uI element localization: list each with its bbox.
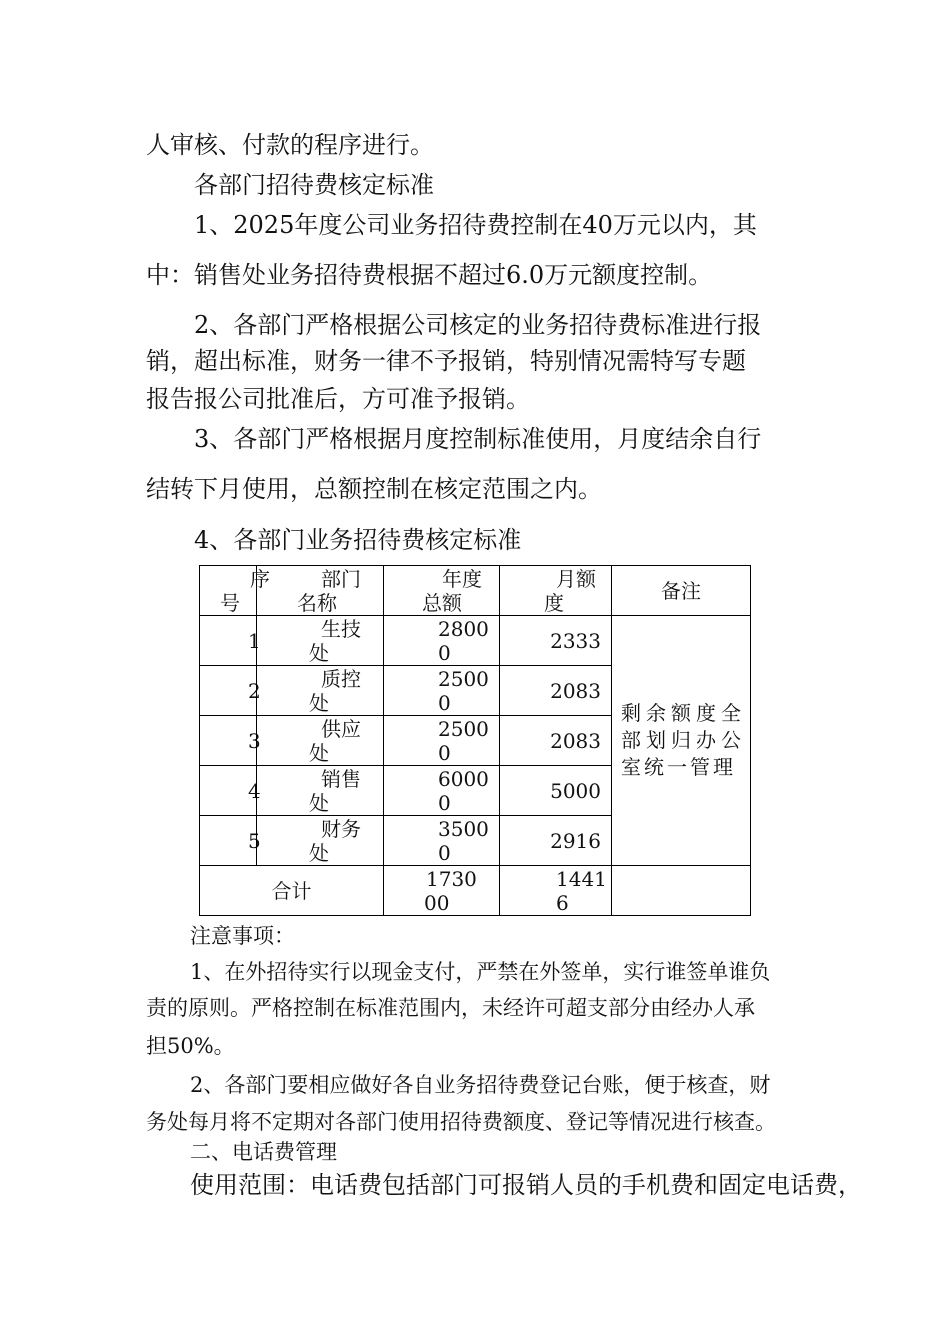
monthly-cell: 2916	[500, 816, 612, 866]
paragraph: 2、各部门严格根据公司核定的业务招待费标准进行报	[194, 311, 762, 339]
annual-total-line1: 6000	[438, 766, 489, 791]
dept-name-line1: 财务	[321, 816, 361, 841]
paragraph: 务处每月将不定期对各部门使用招待费额度、登记等情况进行核查。	[146, 1110, 776, 1134]
header-monthly-line2: 度	[544, 590, 564, 615]
annual-cell	[384, 816, 500, 866]
header-annual-line2: 总额	[422, 590, 462, 615]
paragraph: 1、在外招待实行以现金支付，严禁在外签单，实行谁签单谁负	[190, 960, 771, 984]
paragraph: 1、2025年度公司业务招待费控制在40万元以内，其	[194, 211, 757, 239]
paragraph: 人审核、付款的程序进行。	[146, 131, 434, 159]
dept-name-line2: 处	[309, 690, 329, 715]
dept-cell	[257, 766, 384, 816]
annual-cell	[384, 716, 500, 766]
header-annual	[384, 566, 500, 616]
dept-cell	[257, 616, 384, 666]
annual-total-line2: 0	[438, 790, 451, 815]
dept-name-line2: 处	[309, 740, 329, 765]
annual-total-line2: 0	[438, 690, 451, 715]
row-index-cell	[200, 616, 261, 666]
header-dept-line1: 部门	[321, 566, 361, 591]
header-monthly-line1: 月额	[556, 566, 596, 591]
paragraph: 中：销售处业务招待费根据不超过6.0万元额度控制。	[146, 261, 713, 289]
total-monthly-line1: 1441	[556, 866, 607, 891]
paragraph: 使用范围：电话费包括部门可报销人员的手机费和固定电话费，	[190, 1171, 862, 1199]
dept-name-line2: 处	[309, 790, 329, 815]
section-heading: 各部门招待费核定标准	[194, 171, 434, 199]
dept-name-line1: 质控	[321, 666, 361, 691]
annual-total-line2: 0	[438, 840, 451, 865]
header-dept	[257, 566, 384, 616]
header-note: 备注	[612, 566, 751, 616]
header-index-line2: 号	[220, 591, 240, 615]
dept-cell	[257, 666, 384, 716]
header-index-line1: 序	[250, 567, 270, 591]
paragraph: 结转下月使用，总额控制在核定范围之内。	[146, 475, 602, 503]
annual-total-line1: 2800	[438, 616, 489, 641]
dept-name-line1: 销售	[321, 766, 361, 791]
paragraph: 销，超出标准，财务一律不予报销，特别情况需特写专题	[146, 347, 746, 375]
header-monthly	[500, 566, 612, 616]
paragraph: 3、各部门严格根据月度控制标准使用，月度结余自行	[194, 425, 762, 453]
annual-cell	[384, 666, 500, 716]
dept-cell	[257, 816, 384, 866]
monthly-cell: 5000	[500, 766, 612, 816]
table-header-row	[200, 566, 751, 616]
monthly-cell: 2083	[500, 716, 612, 766]
note-cell: 剩余额度全部划归办公室统一管理	[612, 616, 751, 866]
total-annual-line1: 1730	[426, 866, 477, 891]
monthly-cell: 2333	[500, 616, 612, 666]
header-index	[200, 566, 270, 616]
header-dept-line2: 名称	[297, 590, 337, 615]
paragraph: 2、各部门要相应做好各自业务招待费登记台账，便于核查，财	[190, 1073, 771, 1097]
annual-total-line1: 2500	[438, 716, 489, 741]
dept-cell	[257, 716, 384, 766]
row-index: 2	[248, 679, 261, 703]
paragraph: 报告报公司批准后，方可准予报销。	[146, 385, 530, 413]
annual-total-line2: 0	[438, 640, 451, 665]
table-total-row	[200, 866, 751, 916]
paragraph: 责的原则。严格控制在标准范围内，未经许可超支部分由经办人承	[146, 996, 755, 1020]
annual-total-line1: 3500	[438, 816, 489, 841]
dept-name-line2: 处	[309, 640, 329, 665]
total-annual	[384, 866, 500, 916]
table-caption: 4、各部门业务招待费核定标准	[194, 526, 522, 554]
row-index: 1	[248, 629, 261, 653]
table-row	[200, 616, 751, 666]
dept-name-line2: 处	[309, 840, 329, 865]
annual-total-line2: 0	[438, 740, 451, 765]
row-index: 4	[248, 779, 261, 803]
monthly-cell: 2083	[500, 666, 612, 716]
annual-cell	[384, 766, 500, 816]
section-heading: 二、电话费管理	[190, 1140, 337, 1164]
total-annual-line2: 00	[424, 890, 450, 915]
entertainment-budget-table	[199, 565, 751, 916]
header-annual-line1: 年度	[442, 566, 482, 591]
row-index: 5	[248, 829, 261, 853]
total-monthly	[500, 866, 612, 916]
total-monthly-line2: 6	[556, 890, 569, 915]
total-label: 合计	[200, 866, 384, 916]
dept-name-line1: 供应	[321, 716, 361, 741]
annual-cell	[384, 616, 500, 666]
annual-total-line1: 2500	[438, 666, 489, 691]
notes-title: 注意事项：	[190, 924, 295, 948]
row-index: 3	[248, 729, 261, 753]
total-note	[612, 866, 751, 916]
paragraph: 担50%。	[146, 1034, 235, 1058]
dept-name-line1: 生技	[321, 616, 361, 641]
